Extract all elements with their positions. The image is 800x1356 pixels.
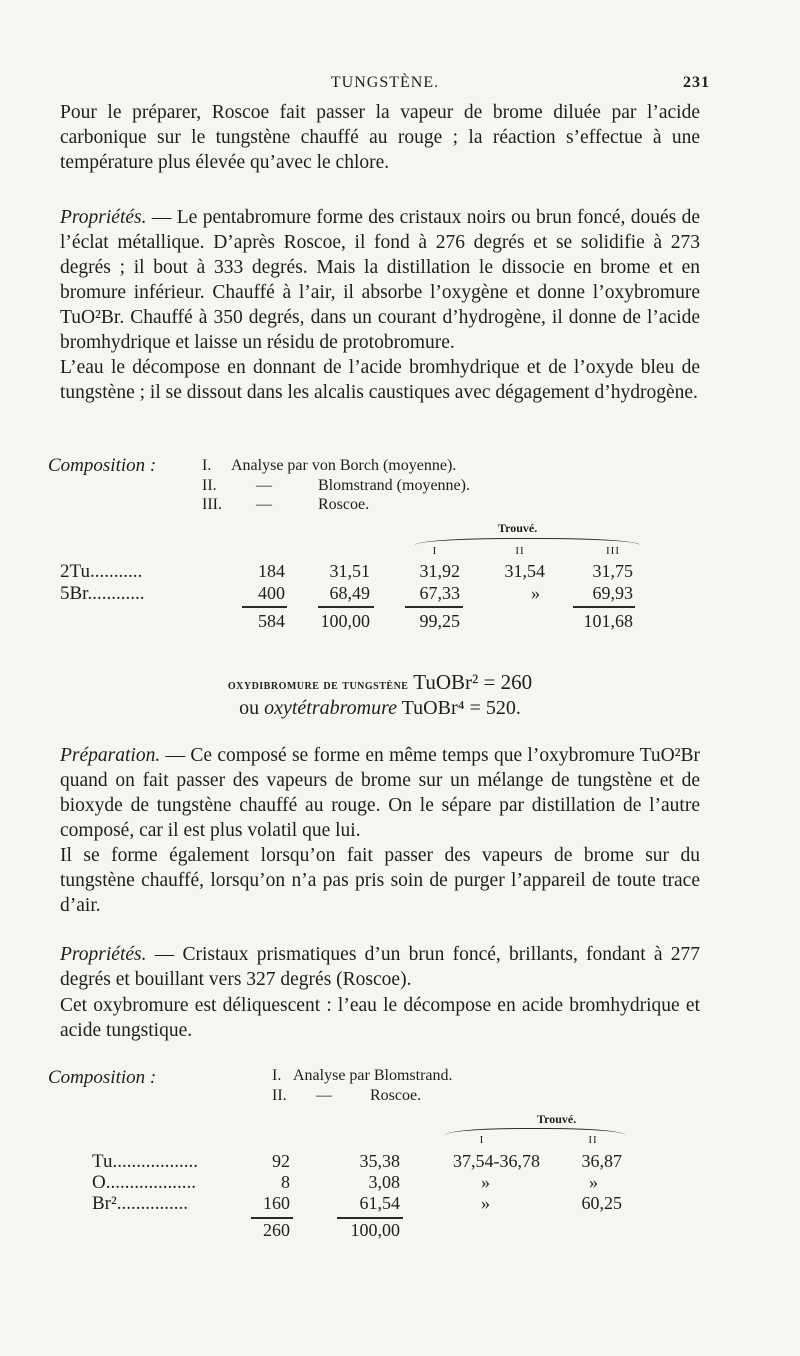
row-found-i: 67,33 (419, 583, 460, 603)
row-atomic-weight: 92 (272, 1151, 290, 1171)
row-element: 2Tu........... (60, 561, 143, 582)
paragraph-properties-oxybromide (60, 942, 700, 992)
row-found-ii: 60,25 (581, 1193, 622, 1213)
paragraph-preparation-method: Pour le préparer, Roscoe fait passer la vapeur de brome diluée par l’acide carbonique sur le tungstène chauffé au rouge ; la réaction s’effectue à une température plus élevée qu’avec le chlore. (60, 102, 700, 173)
paragraph-deliquescence: Cet oxybromure est déliquescent : l’eau le décompose en acide bromhydrique et acide tungstique. (60, 995, 700, 1041)
source-dash-2: — (316, 1087, 332, 1104)
total-found-iii: 101,68 (583, 611, 633, 631)
row-found-i: » (481, 1193, 490, 1213)
compound-formula: TuOBr² = 260 (413, 670, 533, 694)
row-theoretical-pct: 35,38 (359, 1151, 400, 1171)
total-atomic-weight: 260 (263, 1220, 290, 1240)
row-theoretical-pct: 61,54 (359, 1193, 400, 1213)
composition-label: Composition : (48, 455, 157, 476)
row-element: 5Br............ (60, 583, 145, 604)
section-label-properties: Propriétés. (60, 207, 147, 228)
source-text-2: Blomstrand (moyenne). (318, 477, 470, 494)
col-header-i: I (432, 545, 438, 557)
total-theoretical-pct: 100,00 (350, 1220, 400, 1240)
row-found-iii: 69,93 (592, 583, 633, 603)
compound-alt-heading (60, 697, 700, 720)
row-theoretical-pct: 68,49 (329, 583, 370, 603)
row-found-ii: 36,87 (581, 1151, 622, 1171)
paragraph-formation: Il se forme également lorsqu’on fait passer des vapeurs de brome sur du tungstène chauffé, lorsqu’on n’a pas pris soin de purger l’appareil de toute trace d’air. (60, 845, 700, 916)
total-rule (405, 606, 463, 608)
source-num-2: II. (202, 477, 217, 494)
source-dash-3: — (256, 496, 272, 513)
row-found-ii: 31,54 (504, 561, 545, 581)
row-found-ii: » (589, 1172, 598, 1192)
compound-heading (60, 670, 700, 695)
trouve-label: Trouvé. (498, 521, 538, 535)
paragraph-water-decomposition: L’eau le décompose en donnant de l’acide bromhydrique et de l’oxyde bleu de tungstène ; il se dissout dans les alcalis caustiques avec dégagement d’hydrogène. (60, 357, 700, 403)
paragraph-preparation (60, 743, 700, 843)
row-found-ii: » (531, 583, 540, 603)
alt-prefix: ou (239, 697, 260, 719)
source-num-1: I. (202, 457, 212, 474)
source-num-2: II. (272, 1087, 287, 1104)
source-dash-2: — (256, 477, 272, 494)
properties-text: — Le pentabromure forme des cristaux noirs ou brun foncé, doués de l’éclat métallique. D’après Roscoe, il fond à 276 degrés et se solidifie à 273 degrés ; il bout à 333 degrés. Mais la distillation le dissocie en brome et en bromure inférieur. Chauffé à l’air, il absorbe l’oxygène et donne l’oxybromure TuO²Br. Chauffé à 350 degrés, dans un courant d’hydrogène, il donne de l’acide bromhydrique et laisse un résidu de protobromure. (60, 207, 700, 353)
row-found-i: 31,92 (419, 561, 460, 581)
row-theoretical-pct: 3,08 (368, 1172, 400, 1192)
total-rule (242, 606, 287, 608)
alt-name: oxytétrabromure (264, 697, 398, 719)
col-header-ii: II (515, 545, 525, 557)
composition-label: Composition : (48, 1067, 157, 1088)
row-atomic-weight: 160 (263, 1193, 290, 1213)
running-header (60, 74, 710, 98)
total-rule (318, 606, 374, 608)
total-atomic-weight: 584 (258, 611, 285, 631)
row-atomic-weight: 400 (258, 583, 285, 603)
alt-formula: TuOBr⁴ = 520. (401, 697, 521, 719)
row-found-i: » (481, 1172, 490, 1192)
total-rule (251, 1217, 293, 1219)
col-header-iii: III (606, 545, 620, 557)
source-text-2: Roscoe. (370, 1087, 422, 1104)
row-theoretical-pct: 31,51 (329, 561, 370, 581)
col-header-i: I (479, 1134, 485, 1146)
paragraph-properties-pentabromide (60, 205, 700, 355)
trouve-brace (415, 538, 640, 545)
row-atomic-weight: 184 (258, 561, 285, 581)
section-label-preparation: Préparation. (60, 745, 161, 766)
properties-text: — Cristaux prismatiques d’un brun foncé, brillants, fondant à 277 degrés et bouillant vers 327 degrés (Roscoe). (60, 944, 700, 990)
row-element: O................... (92, 1172, 196, 1193)
total-rule (337, 1217, 403, 1219)
row-found-i: 37,54-36,78 (453, 1151, 540, 1171)
page-number: 231 (683, 74, 710, 91)
source-text-1: Analyse par von Borch (moyenne). (231, 457, 457, 474)
total-rule (573, 606, 635, 608)
row-atomic-weight: 8 (281, 1172, 290, 1192)
source-text-3: Roscoe. (318, 496, 370, 513)
row-element: Br²............... (92, 1193, 188, 1214)
row-element: Tu.................. (92, 1151, 198, 1172)
source-text-1: Analyse par Blomstrand. (293, 1067, 453, 1084)
preparation-text: — Ce composé se forme en même temps que l’oxybromure TuO²Br quand on fait passer des vapeurs de brome sur un mélange de tungstène et de bioxyde de tungstène chauffé au rouge. On le sépare par distillation de l’autre composé, car il est plus volatil que lui. (60, 745, 700, 841)
compound-name: oxydibromure de tungstène (227, 678, 409, 693)
col-header-ii: II (588, 1134, 598, 1146)
source-num-3: III. (202, 496, 222, 513)
row-found-iii: 31,75 (592, 561, 633, 581)
trouve-label: Trouvé. (537, 1112, 577, 1126)
total-found-i: 99,25 (419, 611, 460, 631)
running-title: TUNGSTÈNE. (330, 74, 440, 91)
section-label-properties: Propriétés. (60, 944, 147, 965)
source-num-1: I. (272, 1067, 282, 1084)
total-theoretical-pct: 100,00 (320, 611, 370, 631)
